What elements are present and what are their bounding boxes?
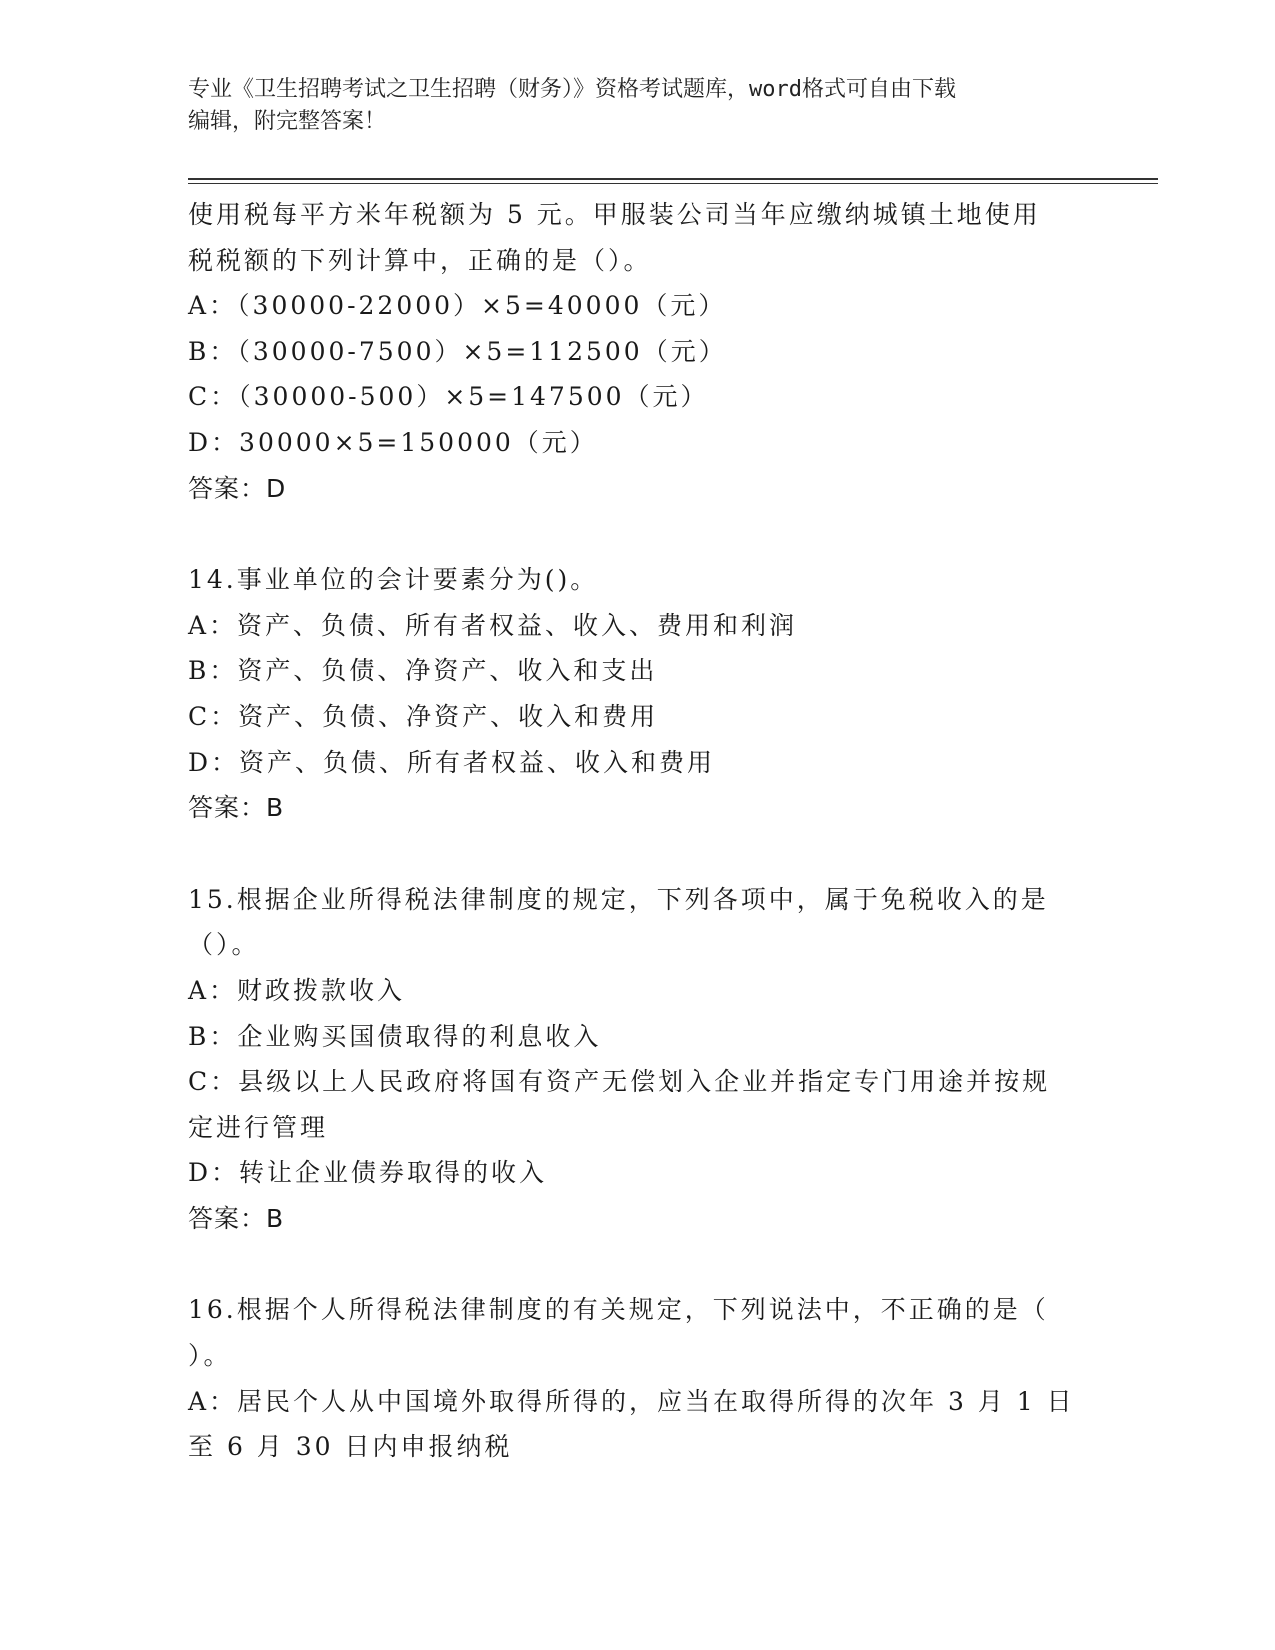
question-list (188, 192, 1088, 1470)
question-15 (188, 877, 1088, 1242)
option-d: D：30000×5=150000（元） (188, 427, 598, 457)
question-stem: ）。 (188, 1341, 232, 1371)
header-divider-thin (188, 183, 1158, 184)
option-b: B：资产、负债、净资产、收入和支出 (188, 656, 658, 686)
option-a: A：资产、负债、所有者权益、收入、费用和利润 (188, 610, 798, 640)
option-b: B：企业购买国债取得的利息收入 (188, 1021, 602, 1051)
question-stem: 15.根据企业所得税法律制度的规定，下列各项中，属于免税收入的是 (188, 884, 1049, 914)
answer: 答案：B (188, 793, 285, 823)
option-c: C：（30000-500）×5=147500（元） (188, 382, 709, 412)
option-a: 至 6 月 30 日内申报纳税 (188, 1432, 513, 1462)
option-a: A：居民个人从中国境外取得所得的，应当在取得所得的次年 3 月 1 日 (188, 1386, 1075, 1416)
question-stem: 税税额的下列计算中，正确的是（）。 (188, 245, 652, 275)
question-stem: 14.事业单位的会计要素分为()。 (188, 565, 599, 595)
option-a: A：财政拨款收入 (188, 975, 406, 1005)
header-line-1: 专业《卫生招聘考试之卫生招聘（财务）》资格考试题库，word格式可自由下载 (188, 77, 956, 102)
question-stem: 使用税每平方米年税额为 5 元。甲服装公司当年应缴纳城镇土地使用 (188, 200, 1041, 229)
question-stem: 16.根据个人所得税法律制度的有关规定，下列说法中，不正确的是（ (188, 1295, 1049, 1325)
option-c: C：资产、负债、净资产、收入和费用 (188, 701, 659, 731)
option-c: C：县级以上人民政府将国有资产无偿划入企业并指定专门用途并按规 (188, 1067, 1051, 1097)
header-divider-thick (188, 178, 1158, 180)
spacer (188, 1241, 1088, 1287)
spacer (188, 831, 1088, 877)
question-13 (188, 192, 1088, 511)
question-14 (188, 557, 1088, 831)
option-d: D：转让企业债券取得的收入 (188, 1158, 548, 1188)
question-16 (188, 1287, 1088, 1469)
answer: 答案：D (188, 473, 287, 503)
spacer (188, 511, 1088, 557)
option-a: A：（30000-22000）×5=40000（元） (188, 291, 727, 321)
option-b: B：（30000-7500）×5=112500（元） (188, 336, 727, 366)
page-header (188, 74, 1088, 138)
answer: 答案：B (188, 1203, 285, 1233)
option-c: 定进行管理 (188, 1112, 329, 1142)
question-stem: （）。 (188, 930, 260, 960)
header-line-2: 编辑，附完整答案！ (188, 109, 387, 134)
option-d: D：资产、负债、所有者权益、收入和费用 (188, 747, 716, 777)
